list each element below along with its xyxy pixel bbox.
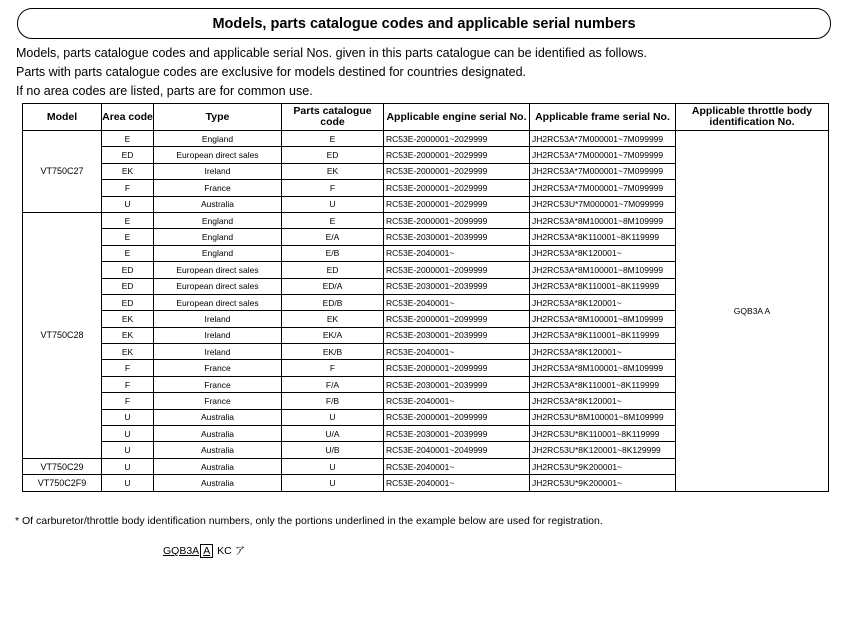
model-cell: VT750C2F9 bbox=[23, 475, 102, 491]
parts-code-cell: EK bbox=[282, 311, 384, 327]
parts-code-cell: F/B bbox=[282, 393, 384, 409]
table-row bbox=[23, 131, 829, 147]
frame-serial-cell: JH2RC53A*7M000001~7M099999 bbox=[530, 147, 676, 163]
frame-serial-cell: JH2RC53A*8K110001~8K119999 bbox=[530, 376, 676, 392]
engine-serial-cell: RC53E-2000001~2029999 bbox=[384, 163, 530, 179]
type-cell: European direct sales bbox=[154, 147, 282, 163]
header-type: Type bbox=[154, 104, 282, 131]
frame-serial-cell: JH2RC53U*7M000001~7M099999 bbox=[530, 196, 676, 212]
type-cell: France bbox=[154, 180, 282, 196]
parts-code-cell: U bbox=[282, 458, 384, 474]
engine-serial-cell: RC53E-2040001~ bbox=[384, 344, 530, 360]
area-code-cell: U bbox=[102, 409, 154, 425]
engine-serial-cell: RC53E-2040001~ bbox=[384, 458, 530, 474]
engine-serial-cell: RC53E-2000001~2029999 bbox=[384, 196, 530, 212]
type-cell: European direct sales bbox=[154, 262, 282, 278]
area-code-cell: ED bbox=[102, 147, 154, 163]
frame-serial-cell: JH2RC53A*8M100001~8M109999 bbox=[530, 360, 676, 376]
frame-serial-cell: JH2RC53U*9K200001~ bbox=[530, 475, 676, 491]
page-title: Models, parts catalogue codes and applicable serial numbers bbox=[17, 8, 831, 39]
engine-serial-cell: RC53E-2040001~ bbox=[384, 393, 530, 409]
identification-example bbox=[163, 543, 245, 558]
area-code-cell: U bbox=[102, 426, 154, 442]
area-code-cell: F bbox=[102, 393, 154, 409]
type-cell: England bbox=[154, 245, 282, 261]
engine-serial-cell: RC53E-2000001~2099999 bbox=[384, 360, 530, 376]
frame-serial-cell: JH2RC53U*8K110001~8K119999 bbox=[530, 426, 676, 442]
engine-serial-cell: RC53E-2030001~2039999 bbox=[384, 229, 530, 245]
type-cell: European direct sales bbox=[154, 294, 282, 310]
type-cell: Australia bbox=[154, 426, 282, 442]
frame-serial-cell: JH2RC53A*7M000001~7M099999 bbox=[530, 131, 676, 147]
model-cell: VT750C29 bbox=[23, 458, 102, 474]
type-cell: England bbox=[154, 229, 282, 245]
area-code-cell: ED bbox=[102, 294, 154, 310]
area-code-cell: U bbox=[102, 196, 154, 212]
footnote: * Of carburetor/throttle body identification numbers, only the portions underlined in the example below are used for registration. bbox=[15, 515, 603, 527]
parts-code-cell: E/A bbox=[282, 229, 384, 245]
frame-serial-cell: JH2RC53A*8M100001~8M109999 bbox=[530, 212, 676, 228]
parts-code-cell: U/A bbox=[282, 426, 384, 442]
area-code-cell: EK bbox=[102, 311, 154, 327]
area-code-cell: U bbox=[102, 458, 154, 474]
parts-code-cell: U bbox=[282, 196, 384, 212]
area-code-cell: E bbox=[102, 245, 154, 261]
intro-line-2: Parts with parts catalogue codes are exclusive for models destined for countries designated. bbox=[16, 65, 526, 79]
engine-serial-cell: RC53E-2040001~ bbox=[384, 294, 530, 310]
frame-serial-cell: JH2RC53A*8K110001~8K119999 bbox=[530, 327, 676, 343]
area-code-cell: E bbox=[102, 229, 154, 245]
engine-serial-cell: RC53E-2000001~2029999 bbox=[384, 131, 530, 147]
frame-serial-cell: JH2RC53A*8M100001~8M109999 bbox=[530, 311, 676, 327]
area-code-cell: EK bbox=[102, 327, 154, 343]
frame-serial-cell: JH2RC53U*8M100001~8M109999 bbox=[530, 409, 676, 425]
area-code-cell: E bbox=[102, 212, 154, 228]
engine-serial-cell: RC53E-2040001~2049999 bbox=[384, 442, 530, 458]
parts-code-cell: U bbox=[282, 475, 384, 491]
parts-code-cell: F bbox=[282, 360, 384, 376]
model-cell: VT750C27 bbox=[23, 131, 102, 213]
frame-serial-cell: JH2RC53A*8K120001~ bbox=[530, 245, 676, 261]
type-cell: Australia bbox=[154, 442, 282, 458]
engine-serial-cell: RC53E-2000001~2029999 bbox=[384, 180, 530, 196]
example-part-3: KC ア bbox=[217, 545, 246, 557]
frame-serial-cell: JH2RC53U*9K200001~ bbox=[530, 458, 676, 474]
table-header-row bbox=[23, 104, 829, 131]
example-part-1: GQB3A bbox=[163, 545, 200, 557]
parts-code-cell: E bbox=[282, 131, 384, 147]
type-cell: England bbox=[154, 131, 282, 147]
engine-serial-cell: RC53E-2030001~2039999 bbox=[384, 278, 530, 294]
engine-serial-cell: RC53E-2030001~2039999 bbox=[384, 426, 530, 442]
engine-serial-cell: RC53E-2000001~2099999 bbox=[384, 262, 530, 278]
frame-serial-cell: JH2RC53A*8K110001~8K119999 bbox=[530, 229, 676, 245]
parts-code-cell: U bbox=[282, 409, 384, 425]
parts-code-cell: U/B bbox=[282, 442, 384, 458]
type-cell: England bbox=[154, 212, 282, 228]
frame-serial-cell: JH2RC53A*8K120001~ bbox=[530, 294, 676, 310]
type-cell: France bbox=[154, 393, 282, 409]
intro-line-3: If no area codes are listed, parts are for common use. bbox=[16, 84, 313, 98]
area-code-cell: ED bbox=[102, 278, 154, 294]
header-model: Model bbox=[23, 104, 102, 131]
parts-code-cell: ED bbox=[282, 147, 384, 163]
engine-serial-cell: RC53E-2000001~2099999 bbox=[384, 311, 530, 327]
type-cell: Ireland bbox=[154, 163, 282, 179]
parts-code-cell: ED/B bbox=[282, 294, 384, 310]
frame-serial-cell: JH2RC53A*8K110001~8K119999 bbox=[530, 278, 676, 294]
type-cell: Ireland bbox=[154, 344, 282, 360]
engine-serial-cell: RC53E-2000001~2099999 bbox=[384, 212, 530, 228]
engine-serial-cell: RC53E-2030001~2039999 bbox=[384, 376, 530, 392]
type-cell: Ireland bbox=[154, 311, 282, 327]
area-code-cell: U bbox=[102, 442, 154, 458]
header-frame-serial: Applicable frame serial No. bbox=[530, 104, 676, 131]
frame-serial-cell: JH2RC53A*7M000001~7M099999 bbox=[530, 163, 676, 179]
type-cell: Australia bbox=[154, 475, 282, 491]
area-code-cell: F bbox=[102, 360, 154, 376]
area-code-cell: EK bbox=[102, 163, 154, 179]
parts-code-cell: ED/A bbox=[282, 278, 384, 294]
intro-line-1: Models, parts catalogue codes and applicable serial Nos. given in this parts catalogue can be identified as follows. bbox=[16, 46, 647, 60]
serial-number-table bbox=[22, 103, 829, 492]
parts-code-cell: E bbox=[282, 212, 384, 228]
parts-code-cell: F/A bbox=[282, 376, 384, 392]
frame-serial-cell: JH2RC53A*7M000001~7M099999 bbox=[530, 180, 676, 196]
parts-code-cell: EK/B bbox=[282, 344, 384, 360]
model-cell: VT750C28 bbox=[23, 212, 102, 458]
engine-serial-cell: RC53E-2030001~2039999 bbox=[384, 327, 530, 343]
parts-code-cell: F bbox=[282, 180, 384, 196]
parts-code-cell: E/B bbox=[282, 245, 384, 261]
type-cell: France bbox=[154, 360, 282, 376]
header-engine-serial: Applicable engine serial No. bbox=[384, 104, 530, 131]
header-area-code: Area code bbox=[102, 104, 154, 131]
area-code-cell: ED bbox=[102, 262, 154, 278]
example-part-2: A bbox=[200, 544, 213, 558]
engine-serial-cell: RC53E-2000001~2029999 bbox=[384, 147, 530, 163]
type-cell: Ireland bbox=[154, 327, 282, 343]
header-throttle-body: Applicable throttle body identification No. bbox=[676, 104, 829, 131]
area-code-cell: F bbox=[102, 376, 154, 392]
area-code-cell: EK bbox=[102, 344, 154, 360]
area-code-cell: F bbox=[102, 180, 154, 196]
type-cell: Australia bbox=[154, 409, 282, 425]
frame-serial-cell: JH2RC53U*8K120001~8K129999 bbox=[530, 442, 676, 458]
frame-serial-cell: JH2RC53A*8K120001~ bbox=[530, 393, 676, 409]
type-cell: Australia bbox=[154, 458, 282, 474]
throttle-body-id-cell: GQB3A A bbox=[676, 131, 829, 492]
header-parts-catalogue-code: Parts catalogue code bbox=[282, 104, 384, 131]
frame-serial-cell: JH2RC53A*8K120001~ bbox=[530, 344, 676, 360]
type-cell: European direct sales bbox=[154, 278, 282, 294]
parts-code-cell: ED bbox=[282, 262, 384, 278]
parts-code-cell: EK bbox=[282, 163, 384, 179]
frame-serial-cell: JH2RC53A*8M100001~8M109999 bbox=[530, 262, 676, 278]
parts-code-cell: EK/A bbox=[282, 327, 384, 343]
engine-serial-cell: RC53E-2000001~2099999 bbox=[384, 409, 530, 425]
engine-serial-cell: RC53E-2040001~ bbox=[384, 245, 530, 261]
area-code-cell: U bbox=[102, 475, 154, 491]
area-code-cell: E bbox=[102, 131, 154, 147]
type-cell: France bbox=[154, 376, 282, 392]
engine-serial-cell: RC53E-2040001~ bbox=[384, 475, 530, 491]
type-cell: Australia bbox=[154, 196, 282, 212]
